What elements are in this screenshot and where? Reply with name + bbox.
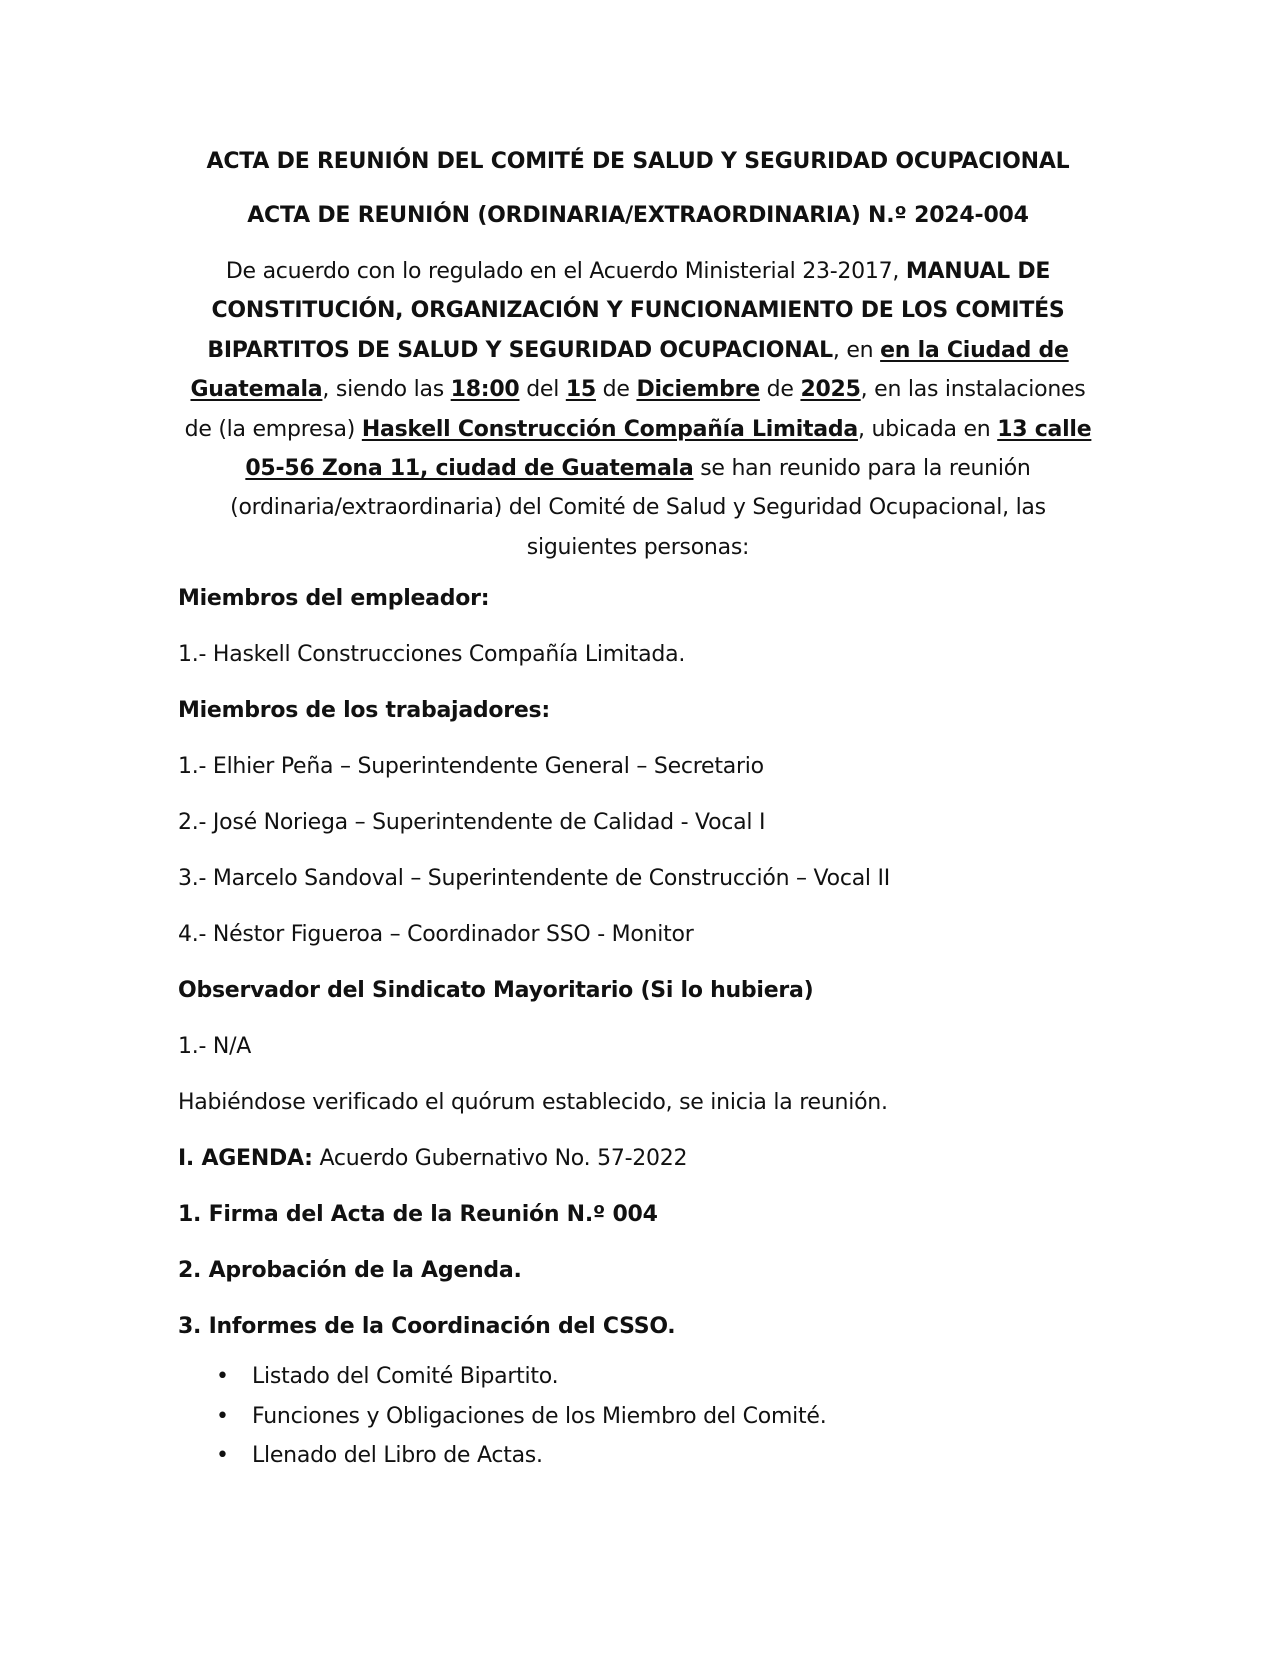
agenda-reference: Acuerdo Gubernativo No. 57-2022 (312, 1146, 688, 1172)
intro-text: , en (832, 337, 881, 363)
agenda-item: 1. Firma del Acta de la Reunión N.º 004 (178, 1202, 658, 1228)
meeting-city: en la Ciudad de Guatemala (190, 337, 1069, 403)
list-item: 3.- Marcelo Sandoval – Superintendente de Construcción – Vocal II (178, 866, 891, 892)
agenda-item: 3. Informes de la Coordinación del CSSO. (178, 1314, 676, 1340)
agenda-bullet-list (178, 1357, 1098, 1475)
intro-text: se han reunido para la reunión (ordinaria/extraordinaria) del Comité de Salud y Seguridad Ocupacional, las siguientes personas: (230, 456, 1046, 560)
meeting-year: 2025 (800, 377, 861, 403)
manual-title: MANUAL DE CONSTITUCIÓN, ORGANIZACIÓN Y FUNCIONAMIENTO DE LOS COMITÉS BIPARTITOS DE SALUD Y SEGURIDAD OCUPACIONAL (207, 259, 1065, 363)
workers-heading: Miembros de los trabajadores: (178, 698, 550, 724)
intro-text: de (759, 377, 801, 403)
agenda-label: I. AGENDA: (178, 1146, 313, 1172)
quorum-statement: Habiéndose verificado el quórum establecido, se inicia la reunión. (178, 1090, 888, 1116)
intro-text: De acuerdo con lo regulado en el Acuerdo Ministerial 23-2017, (225, 259, 906, 284)
intro-text: , ubicada en (857, 416, 998, 442)
agenda-item: 2. Aprobación de la Agenda. (178, 1258, 522, 1284)
intro-paragraph (178, 252, 1098, 567)
intro-text: , siendo las (322, 377, 451, 403)
bullet-text: Listado del Comité Bipartito. (252, 1364, 559, 1390)
company-address: 13 calle 05-56 Zona 11, ciudad de Guatemala (245, 416, 1092, 482)
bullet-icon: • (216, 1403, 229, 1429)
bullet-item (216, 1357, 1098, 1396)
meeting-day: 15 (565, 377, 596, 403)
document-title: ACTA DE REUNIÓN DEL COMITÉ DE SALUD Y SEGURIDAD OCUPACIONAL (206, 149, 1070, 174)
list-item: 2.- José Noriega – Superintendente de Calidad - Vocal I (178, 810, 766, 836)
list-item: 1.- Haskell Construcciones Compañía Limitada. (178, 642, 686, 668)
list-item: 1.- Elhier Peña – Superintendente General – Secretario (178, 754, 764, 780)
document-body (178, 148, 1098, 1475)
meeting-month: Diciembre (636, 377, 760, 403)
meeting-time: 18:00 (450, 377, 520, 403)
company-name: Haskell Construcción Compañía Limitada (361, 416, 858, 442)
list-item: 4.- Néstor Figueroa – Coordinador SSO - Monitor (178, 922, 694, 948)
bullet-text: Llenado del Libro de Actas. (252, 1443, 543, 1469)
document-subtitle: ACTA DE REUNIÓN (ORDINARIA/EXTRAORDINARIA) N.º 2024-004 (247, 203, 1029, 228)
agenda-line (178, 1145, 1098, 1173)
bullet-text: Funciones y Obligaciones de los Miembro del Comité. (252, 1403, 827, 1429)
bullet-item (216, 1436, 1098, 1475)
bullet-icon: • (216, 1443, 229, 1469)
observer-heading: Observador del Sindicato Mayoritario (Si lo hubiera) (178, 978, 814, 1004)
employer-heading: Miembros del empleador: (178, 586, 490, 612)
intro-text: de (595, 377, 637, 403)
intro-text: del (519, 377, 566, 403)
list-item: 1.- N/A (178, 1034, 252, 1060)
bullet-icon: • (216, 1364, 229, 1390)
intro-text: , en las instalaciones de (la empresa) (184, 377, 1086, 442)
bullet-item (216, 1397, 1098, 1436)
